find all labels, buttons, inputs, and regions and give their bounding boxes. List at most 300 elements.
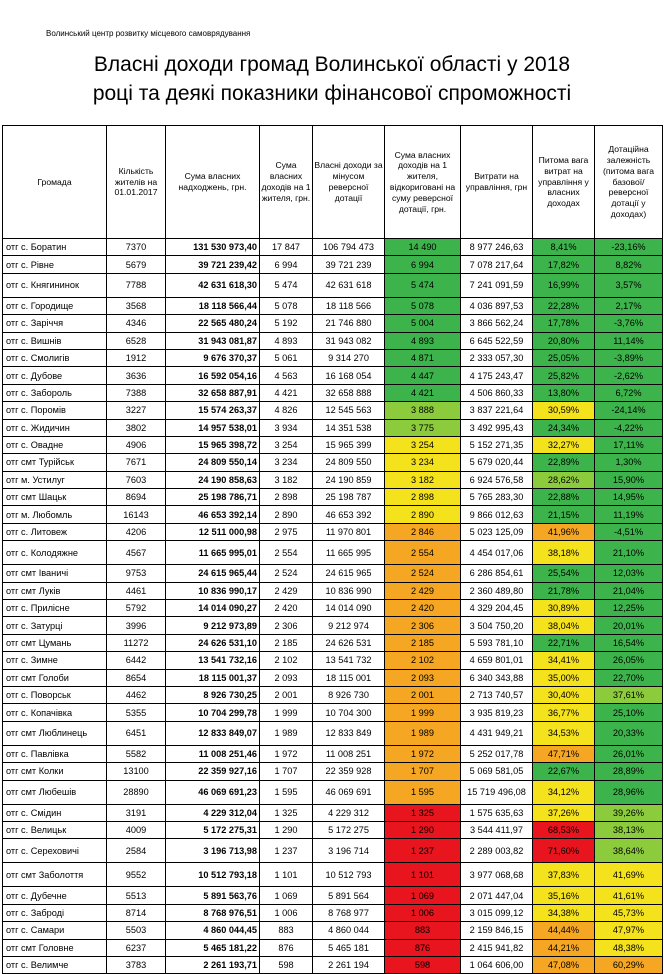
- per-capita-cell: 5 474: [260, 273, 313, 297]
- admin-share-cell: 47,71%: [533, 745, 595, 762]
- subsidy-dependency-cell: 20,33%: [595, 721, 663, 745]
- community-cell: отг м. Любомль: [3, 506, 107, 523]
- subsidy-dependency-cell: 38,13%: [595, 821, 663, 838]
- own-revenue-cell: 15 965 398,72: [166, 436, 260, 453]
- subsidy-dependency-cell: 12,03%: [595, 565, 663, 582]
- community-cell: отг с. Вишнів: [3, 332, 107, 349]
- per-capita-cell: 6 994: [260, 256, 313, 273]
- table-row: [3, 297, 663, 314]
- admin-share-cell: 25,05%: [533, 349, 595, 366]
- own-revenue-cell: 14 014 090,27: [166, 600, 260, 617]
- minus-reverse-cell: 3 196 714: [313, 839, 385, 863]
- subsidy-dependency-cell: 1,30%: [595, 454, 663, 471]
- table-row: [3, 904, 663, 921]
- admin-share-cell: 22,67%: [533, 763, 595, 780]
- per-capita-cell: 2 102: [260, 652, 313, 669]
- community-cell: отг с. Смолигів: [3, 349, 107, 366]
- admin-costs-cell: 8 977 246,63: [461, 239, 533, 256]
- community-cell: отг с. Сереховичі: [3, 839, 107, 863]
- population-cell: 5513: [107, 887, 166, 904]
- per-capita-cell: 2 554: [260, 541, 313, 565]
- admin-share-cell: 21,15%: [533, 506, 595, 523]
- table-row: [3, 419, 663, 436]
- community-cell: отг смт Шацьк: [3, 489, 107, 506]
- subsidy-dependency-cell: 11,14%: [595, 332, 663, 349]
- table-row: [3, 506, 663, 523]
- per-capita-cell: 1 101: [260, 863, 313, 887]
- table-row: [3, 617, 663, 634]
- minus-reverse-cell: 2 261 194: [313, 956, 385, 973]
- subsidy-dependency-cell: 14,95%: [595, 489, 663, 506]
- adjusted-per-capita-cell: 3 234: [385, 454, 461, 471]
- admin-share-cell: 16,99%: [533, 273, 595, 297]
- table-row: [3, 686, 663, 703]
- subsidy-dependency-cell: -24,14%: [595, 402, 663, 419]
- population-cell: 5679: [107, 256, 166, 273]
- admin-costs-cell: 4 329 204,45: [461, 600, 533, 617]
- per-capita-cell: 3 234: [260, 454, 313, 471]
- per-capita-cell: 1 972: [260, 745, 313, 762]
- col-header-minus-reverse: Власні доходи за мінусом реверсної дотації: [313, 126, 385, 239]
- community-cell: отг смт Цумань: [3, 634, 107, 651]
- own-revenue-cell: 10 704 299,78: [166, 704, 260, 721]
- adjusted-per-capita-cell: 6 994: [385, 256, 461, 273]
- adjusted-per-capita-cell: 4 871: [385, 349, 461, 366]
- subsidy-dependency-cell: 28,96%: [595, 780, 663, 804]
- subsidy-dependency-cell: 26,05%: [595, 652, 663, 669]
- table-row: [3, 721, 663, 745]
- minus-reverse-cell: 8 926 730: [313, 686, 385, 703]
- adjusted-per-capita-cell: 2 420: [385, 600, 461, 617]
- per-capita-cell: 3 182: [260, 471, 313, 488]
- own-revenue-cell: 11 008 251,46: [166, 745, 260, 762]
- admin-share-cell: 34,53%: [533, 721, 595, 745]
- table-header-row: [3, 126, 663, 239]
- minus-reverse-cell: 14 351 538: [313, 419, 385, 436]
- community-cell: отг с. Дубове: [3, 367, 107, 384]
- minus-reverse-cell: 13 541 732: [313, 652, 385, 669]
- per-capita-cell: 1 999: [260, 704, 313, 721]
- admin-costs-cell: 2 289 003,82: [461, 839, 533, 863]
- subsidy-dependency-cell: 41,69%: [595, 863, 663, 887]
- minus-reverse-cell: 8 768 977: [313, 904, 385, 921]
- per-capita-cell: 1 707: [260, 763, 313, 780]
- table-row: [3, 839, 663, 863]
- own-revenue-cell: 5 172 275,31: [166, 821, 260, 838]
- table-row: [3, 887, 663, 904]
- minus-reverse-cell: 12 545 563: [313, 402, 385, 419]
- subsidy-dependency-cell: 17,11%: [595, 436, 663, 453]
- per-capita-cell: 1 325: [260, 804, 313, 821]
- per-capita-cell: 5 078: [260, 297, 313, 314]
- adjusted-per-capita-cell: 598: [385, 956, 461, 973]
- adjusted-per-capita-cell: 2 001: [385, 686, 461, 703]
- table-row: [3, 565, 663, 582]
- table-row: [3, 256, 663, 273]
- admin-share-cell: 8,41%: [533, 239, 595, 256]
- table-row: [3, 922, 663, 939]
- subsidy-dependency-cell: 60,29%: [595, 956, 663, 973]
- admin-costs-cell: 3 977 068,68: [461, 863, 533, 887]
- table-row: [3, 239, 663, 256]
- own-revenue-cell: 42 631 618,30: [166, 273, 260, 297]
- subsidy-dependency-cell: 16,54%: [595, 634, 663, 651]
- subsidy-dependency-cell: 3,57%: [595, 273, 663, 297]
- admin-costs-cell: 5 679 020,44: [461, 454, 533, 471]
- minus-reverse-cell: 14 014 090: [313, 600, 385, 617]
- per-capita-cell: 1 006: [260, 904, 313, 921]
- community-cell: отг смт Турійськ: [3, 454, 107, 471]
- population-cell: 5355: [107, 704, 166, 721]
- adjusted-per-capita-cell: 1 101: [385, 863, 461, 887]
- admin-share-cell: 34,12%: [533, 780, 595, 804]
- admin-costs-cell: 5 152 271,35: [461, 436, 533, 453]
- community-cell: отг смт Любешів: [3, 780, 107, 804]
- title-line-1: Власні доходи громад Волинської області у 2018: [93, 53, 571, 76]
- admin-share-cell: 37,83%: [533, 863, 595, 887]
- minus-reverse-cell: 18 115 001: [313, 669, 385, 686]
- adjusted-per-capita-cell: 1 999: [385, 704, 461, 721]
- per-capita-cell: 2 093: [260, 669, 313, 686]
- own-revenue-cell: 5 465 181,22: [166, 939, 260, 956]
- community-cell: отг с. Княгининок: [3, 273, 107, 297]
- minus-reverse-cell: 10 836 990: [313, 582, 385, 599]
- admin-costs-cell: 6 286 854,61: [461, 565, 533, 582]
- minus-reverse-cell: 5 891 564: [313, 887, 385, 904]
- population-cell: 5503: [107, 922, 166, 939]
- adjusted-per-capita-cell: 3 254: [385, 436, 461, 453]
- table-row: [3, 541, 663, 565]
- per-capita-cell: 1 069: [260, 887, 313, 904]
- minus-reverse-cell: 11 970 801: [313, 523, 385, 540]
- subsidy-dependency-cell: 15,90%: [595, 471, 663, 488]
- subsidy-dependency-cell: -4,51%: [595, 523, 663, 540]
- admin-share-cell: 71,60%: [533, 839, 595, 863]
- admin-costs-cell: 5 069 581,05: [461, 763, 533, 780]
- per-capita-cell: 2 890: [260, 506, 313, 523]
- minus-reverse-cell: 9 314 270: [313, 349, 385, 366]
- minus-reverse-cell: 15 965 399: [313, 436, 385, 453]
- community-cell: отг с. Городище: [3, 297, 107, 314]
- per-capita-cell: 17 847: [260, 239, 313, 256]
- community-cell: отг с. Прилісне: [3, 600, 107, 617]
- admin-share-cell: 37,26%: [533, 804, 595, 821]
- community-cell: отг смт Голоби: [3, 669, 107, 686]
- adjusted-per-capita-cell: 876: [385, 939, 461, 956]
- admin-costs-cell: 4 175 243,47: [461, 367, 533, 384]
- per-capita-cell: 4 893: [260, 332, 313, 349]
- population-cell: 16143: [107, 506, 166, 523]
- population-cell: 9552: [107, 863, 166, 887]
- population-cell: 4906: [107, 436, 166, 453]
- population-cell: 3802: [107, 419, 166, 436]
- admin-costs-cell: 15 719 496,08: [461, 780, 533, 804]
- population-cell: 11272: [107, 634, 166, 651]
- own-revenue-cell: 24 615 965,44: [166, 565, 260, 582]
- population-cell: 4009: [107, 821, 166, 838]
- minus-reverse-cell: 24 626 531: [313, 634, 385, 651]
- admin-share-cell: 34,41%: [533, 652, 595, 669]
- table-row: [3, 582, 663, 599]
- table-row: [3, 600, 663, 617]
- admin-costs-cell: 5 252 017,78: [461, 745, 533, 762]
- community-cell: отг с. Велимче: [3, 956, 107, 973]
- table-row: [3, 780, 663, 804]
- own-revenue-cell: 18 115 001,37: [166, 669, 260, 686]
- community-cell: отг с. Жидичин: [3, 419, 107, 436]
- own-revenue-cell: 13 541 732,16: [166, 652, 260, 669]
- own-revenue-cell: 16 592 054,16: [166, 367, 260, 384]
- minus-reverse-cell: 10 704 300: [313, 704, 385, 721]
- community-cell: отг с. Колодяжне: [3, 541, 107, 565]
- minus-reverse-cell: 18 118 566: [313, 297, 385, 314]
- admin-costs-cell: 2 071 447,04: [461, 887, 533, 904]
- subsidy-dependency-cell: 8,82%: [595, 256, 663, 273]
- admin-costs-cell: 2 159 846,15: [461, 922, 533, 939]
- community-cell: отг с. Поворськ: [3, 686, 107, 703]
- community-cell: отг с. Рівне: [3, 256, 107, 273]
- admin-share-cell: 24,34%: [533, 419, 595, 436]
- subsidy-dependency-cell: 21,10%: [595, 541, 663, 565]
- table-row: [3, 367, 663, 384]
- page-title: [0, 50, 664, 108]
- adjusted-per-capita-cell: 1 972: [385, 745, 461, 762]
- subsidy-dependency-cell: -3,76%: [595, 315, 663, 332]
- admin-share-cell: 44,21%: [533, 939, 595, 956]
- adjusted-per-capita-cell: 2 890: [385, 506, 461, 523]
- adjusted-per-capita-cell: 4 421: [385, 384, 461, 401]
- population-cell: 3783: [107, 956, 166, 973]
- per-capita-cell: 4 421: [260, 384, 313, 401]
- subsidy-dependency-cell: 20,01%: [595, 617, 663, 634]
- per-capita-cell: 1 290: [260, 821, 313, 838]
- table-row: [3, 471, 663, 488]
- own-revenue-cell: 2 261 193,71: [166, 956, 260, 973]
- minus-reverse-cell: 32 658 888: [313, 384, 385, 401]
- adjusted-per-capita-cell: 1 595: [385, 780, 461, 804]
- minus-reverse-cell: 106 794 473: [313, 239, 385, 256]
- admin-costs-cell: 3 866 562,24: [461, 315, 533, 332]
- table-row: [3, 273, 663, 297]
- table-row: [3, 634, 663, 651]
- population-cell: 7603: [107, 471, 166, 488]
- subsidy-dependency-cell: 28,89%: [595, 763, 663, 780]
- minus-reverse-cell: 12 833 849: [313, 721, 385, 745]
- own-revenue-cell: 10 512 793,18: [166, 863, 260, 887]
- own-revenue-cell: 8 768 976,51: [166, 904, 260, 921]
- admin-costs-cell: 7 078 217,64: [461, 256, 533, 273]
- admin-share-cell: 68,53%: [533, 821, 595, 838]
- admin-costs-cell: 4 659 801,01: [461, 652, 533, 669]
- admin-costs-cell: 4 431 949,21: [461, 721, 533, 745]
- subsidy-dependency-cell: 6,72%: [595, 384, 663, 401]
- adjusted-per-capita-cell: 1 237: [385, 839, 461, 863]
- population-cell: 1912: [107, 349, 166, 366]
- table-row: [3, 489, 663, 506]
- admin-costs-cell: 9 866 012,63: [461, 506, 533, 523]
- minus-reverse-cell: 10 512 793: [313, 863, 385, 887]
- population-cell: 4462: [107, 686, 166, 703]
- admin-costs-cell: 7 241 091,59: [461, 273, 533, 297]
- admin-costs-cell: 5 023 125,09: [461, 523, 533, 540]
- population-cell: 5582: [107, 745, 166, 762]
- minus-reverse-cell: 4 229 312: [313, 804, 385, 821]
- community-cell: отг с. Заріччя: [3, 315, 107, 332]
- table-row: [3, 436, 663, 453]
- own-revenue-cell: 15 574 263,37: [166, 402, 260, 419]
- per-capita-cell: 2 185: [260, 634, 313, 651]
- population-cell: 3191: [107, 804, 166, 821]
- table-row: [3, 763, 663, 780]
- adjusted-per-capita-cell: 3 182: [385, 471, 461, 488]
- admin-costs-cell: 6 340 343,88: [461, 669, 533, 686]
- admin-costs-cell: 6 645 522,59: [461, 332, 533, 349]
- adjusted-per-capita-cell: 4 893: [385, 332, 461, 349]
- admin-share-cell: 32,27%: [533, 436, 595, 453]
- own-revenue-cell: 3 196 713,98: [166, 839, 260, 863]
- adjusted-per-capita-cell: 3 775: [385, 419, 461, 436]
- population-cell: 6442: [107, 652, 166, 669]
- community-cell: отг смт Люблинець: [3, 721, 107, 745]
- table-row: [3, 804, 663, 821]
- col-header-population: Кількість жителів на 01.01.2017: [107, 126, 166, 239]
- per-capita-cell: 2 524: [260, 565, 313, 582]
- admin-costs-cell: 2 360 489,80: [461, 582, 533, 599]
- adjusted-per-capita-cell: 2 102: [385, 652, 461, 669]
- col-header-community: Громада: [3, 126, 107, 239]
- community-cell: отг смт Іваничі: [3, 565, 107, 582]
- per-capita-cell: 3 254: [260, 436, 313, 453]
- population-cell: 4461: [107, 582, 166, 599]
- admin-share-cell: 30,40%: [533, 686, 595, 703]
- adjusted-per-capita-cell: 2 306: [385, 617, 461, 634]
- per-capita-cell: 876: [260, 939, 313, 956]
- community-cell: отг смт Колки: [3, 763, 107, 780]
- own-revenue-cell: 8 926 730,25: [166, 686, 260, 703]
- adjusted-per-capita-cell: 1 707: [385, 763, 461, 780]
- admin-costs-cell: 4 036 897,53: [461, 297, 533, 314]
- admin-share-cell: 25,54%: [533, 565, 595, 582]
- population-cell: 7788: [107, 273, 166, 297]
- own-revenue-cell: 4 860 044,45: [166, 922, 260, 939]
- finance-table: [2, 125, 663, 974]
- per-capita-cell: 5 192: [260, 315, 313, 332]
- subsidy-dependency-cell: 22,70%: [595, 669, 663, 686]
- admin-costs-cell: 2 415 941,82: [461, 939, 533, 956]
- per-capita-cell: 5 061: [260, 349, 313, 366]
- population-cell: 6528: [107, 332, 166, 349]
- admin-costs-cell: 3 837 221,64: [461, 402, 533, 419]
- minus-reverse-cell: 31 943 082: [313, 332, 385, 349]
- admin-share-cell: 34,38%: [533, 904, 595, 921]
- admin-costs-cell: 2 333 057,30: [461, 349, 533, 366]
- admin-share-cell: 22,89%: [533, 454, 595, 471]
- minus-reverse-cell: 24 190 859: [313, 471, 385, 488]
- own-revenue-cell: 46 653 392,14: [166, 506, 260, 523]
- population-cell: 3996: [107, 617, 166, 634]
- community-cell: отг с. Дубечне: [3, 887, 107, 904]
- per-capita-cell: 2 420: [260, 600, 313, 617]
- organization-name: Волинський центр розвитку місцевого самоврядування: [46, 29, 251, 38]
- table-row: [3, 821, 663, 838]
- col-header-admin-costs: Витрати на управління, грн: [461, 126, 533, 239]
- adjusted-per-capita-cell: 5 078: [385, 297, 461, 314]
- subsidy-dependency-cell: 38,64%: [595, 839, 663, 863]
- minus-reverse-cell: 5 465 181: [313, 939, 385, 956]
- own-revenue-cell: 46 069 691,23: [166, 780, 260, 804]
- adjusted-per-capita-cell: 14 490: [385, 239, 461, 256]
- population-cell: 4206: [107, 523, 166, 540]
- subsidy-dependency-cell: 2,17%: [595, 297, 663, 314]
- population-cell: 3568: [107, 297, 166, 314]
- admin-costs-cell: 3 504 750,20: [461, 617, 533, 634]
- admin-share-cell: 36,77%: [533, 704, 595, 721]
- own-revenue-cell: 9 676 370,37: [166, 349, 260, 366]
- adjusted-per-capita-cell: 5 474: [385, 273, 461, 297]
- subsidy-dependency-cell: -23,16%: [595, 239, 663, 256]
- population-cell: 4567: [107, 541, 166, 565]
- own-revenue-cell: 22 359 927,16: [166, 763, 260, 780]
- admin-share-cell: 22,71%: [533, 634, 595, 651]
- admin-share-cell: 25,82%: [533, 367, 595, 384]
- adjusted-per-capita-cell: 1 989: [385, 721, 461, 745]
- population-cell: 13100: [107, 763, 166, 780]
- adjusted-per-capita-cell: 1 006: [385, 904, 461, 921]
- subsidy-dependency-cell: 11,19%: [595, 506, 663, 523]
- population-cell: 6237: [107, 939, 166, 956]
- own-revenue-cell: 12 511 000,98: [166, 523, 260, 540]
- subsidy-dependency-cell: 25,10%: [595, 704, 663, 721]
- per-capita-cell: 2 306: [260, 617, 313, 634]
- per-capita-cell: 2 001: [260, 686, 313, 703]
- per-capita-cell: 598: [260, 956, 313, 973]
- table-row: [3, 349, 663, 366]
- admin-share-cell: 35,00%: [533, 669, 595, 686]
- minus-reverse-cell: 21 746 880: [313, 315, 385, 332]
- subsidy-dependency-cell: 41,61%: [595, 887, 663, 904]
- population-cell: 7388: [107, 384, 166, 401]
- admin-costs-cell: 4 506 860,33: [461, 384, 533, 401]
- minus-reverse-cell: 22 359 928: [313, 763, 385, 780]
- community-cell: отг смт Луків: [3, 582, 107, 599]
- subsidy-dependency-cell: 12,25%: [595, 600, 663, 617]
- subsidy-dependency-cell: -4,22%: [595, 419, 663, 436]
- own-revenue-cell: 32 658 887,91: [166, 384, 260, 401]
- own-revenue-cell: 25 198 786,71: [166, 489, 260, 506]
- admin-share-cell: 35,16%: [533, 887, 595, 904]
- minus-reverse-cell: 42 631 618: [313, 273, 385, 297]
- community-cell: отг с. Павлівка: [3, 745, 107, 762]
- admin-costs-cell: 4 454 017,06: [461, 541, 533, 565]
- population-cell: 6451: [107, 721, 166, 745]
- admin-costs-cell: 1 575 635,63: [461, 804, 533, 821]
- per-capita-cell: 1 237: [260, 839, 313, 863]
- adjusted-per-capita-cell: 2 524: [385, 565, 461, 582]
- adjusted-per-capita-cell: 2 898: [385, 489, 461, 506]
- per-capita-cell: 4 563: [260, 367, 313, 384]
- table-row: [3, 652, 663, 669]
- admin-share-cell: 38,18%: [533, 541, 595, 565]
- per-capita-cell: 1 595: [260, 780, 313, 804]
- population-cell: 5792: [107, 600, 166, 617]
- population-cell: 8714: [107, 904, 166, 921]
- community-cell: отг с. Литовеж: [3, 523, 107, 540]
- adjusted-per-capita-cell: 5 004: [385, 315, 461, 332]
- population-cell: 2584: [107, 839, 166, 863]
- table-row: [3, 956, 663, 973]
- community-cell: отг с. Забороль: [3, 384, 107, 401]
- col-header-adjusted-per-capita: Сума власних доходів на 1 жителя, відкориговані на суму реверсної дотації, грн.: [385, 126, 461, 239]
